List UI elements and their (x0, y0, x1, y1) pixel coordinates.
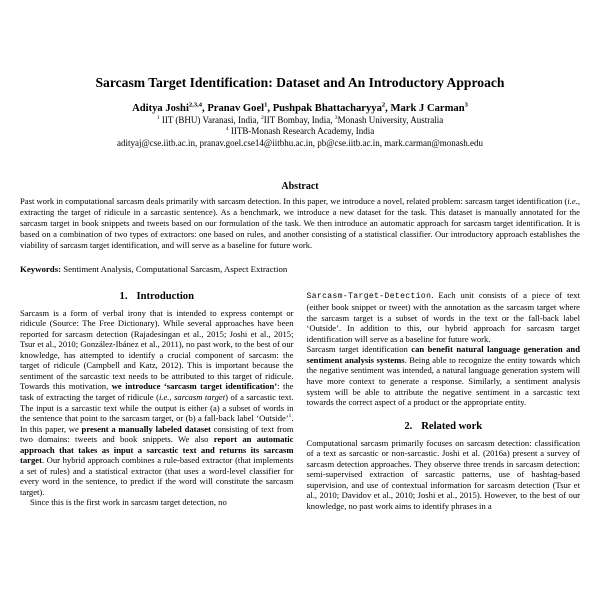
right-paragraph-2: Sarcasm target identification can benefit natural language generation and sentiment analysis systems. Being able to recognize the entity towards which the negative sentiment was intended, a natural language generation system will have more context to generate a response. Similarly, a sentiment analysis system will be able to attribute the negative sentiment in a sarcastic text towards the correct aspect of a product or the appropriate entity. (306, 344, 580, 408)
related-work-paragraph: Computational sarcasm primarily focuses on sarcasm detection: classification of a text as sarcastic or non-sarcastic. Joshi et al. (2016a) present a survey of sarcasm detection approaches. They observe three trends in sarcasm detection: semi-supervised extraction of sarcastic patterns, use of hashtag-based supervision, and use of contextual information for sarcasm detection (Tsur et al., 2010; Davidov et al., 2010; Joshi et al., 2015). However, to the best of our knowledge, no past work aims to identify phrases in a (306, 437, 580, 511)
right-paragraph-1: Sarcasm-Target-Detection. Each unit consists of a piece of text (either book snippet or tweet) with the annotation as the sarcasm target where the sarcasm target is a subset of words in the text or the fall-back label ‘Outside’. In addition to this, our hybrid approach for sarcasm target identification will serve as a baseline for future work. (306, 289, 580, 344)
section-heading-related-work (307, 420, 581, 433)
section-title: Related work (421, 420, 483, 432)
keywords-line (20, 264, 580, 275)
keywords-text: Sentiment Analysis, Computational Sarcasm, Aspect Extraction (61, 263, 288, 274)
paper-title: Sarcasm Target Identification: Dataset and An Introductory Approach (95, 75, 505, 90)
authors-line: Aditya Joshi$^{2,3,4}$, Pranav Goel$^1$, Pushpak Bhattacharyya$^2$, Mark J Carman$^3$ (132, 101, 468, 114)
paper-header (0, 0, 600, 150)
affiliation-line-2: $^4$ IITB-Monash Research Academy, India (225, 126, 375, 137)
section-title: Introduction (136, 290, 194, 302)
section-number: 1. (119, 290, 128, 302)
intro-paragraph-1: Sarcasm is a form of verbal irony that is intended to express contempt or ridicule (Source: The Free Dictionary). While several approaches have been reported for sarcasm detection (Rajadesingan et al., 2015; Joshi et al., 2015; Tsur et al., 2010; González-Ibánez et al., 2011), no past work, to the best of our knowledge, has attempted to identify a crucial component of sarcasm: the target of ridicule (Campbell and Katz, 2012). This is important because the sentiment of the sarcastic text needs to be attributed to this target of ridicule. Towards this motivation, we introduce ‘sarcasm target identification’: the task of extracting the target of ridicule (i.e., sarcasm target) of a sarcastic text. The input is a sarcastic text while the output is either (a) a subset of words in the sentence that point to the sarcasm target, or (b) a fall-back label ‘Outside’$^1$. In this paper, we present a manually labeled dataset consisting of text from two domains: tweets and book snippets. We also report an automatic approach that takes as input a sarcastic text and returns its sarcasm target. Our hybrid approach combines a rule-based extractor (that implements a set of rules) and a statistical extractor (that uses a word-level classifier for every word in the sentence, to predict if the word will constitute the sarcasm target). (20, 307, 294, 497)
abstract-heading: Abstract (281, 180, 319, 192)
right-column (307, 290, 581, 512)
section-number: 2. (404, 420, 413, 432)
two-column-body (20, 290, 580, 512)
section-heading-introduction (20, 290, 294, 303)
affiliation-line-1: $^1$ IIT (BHU) Varanasi, India, $^2$IIT Bombay, India, $^3$Monash University, Australia (156, 115, 444, 125)
email-line: adityaj@cse.iitb.ac.in, pranav.goel.cse14@iitbhu.ac.in, pb@cse.iitb.ac.in, mark.carman@monash.edu (117, 138, 483, 149)
left-column (20, 290, 294, 512)
keywords-label: Keywords: (20, 263, 62, 274)
abstract-text: Past work in computational sarcasm deals primarily with sarcasm detection. In this paper, we introduce a novel, related problem: sarcasm target identification (i.e., extracting the target of ridicule in a sarcastic sentence). As a benchmark, we introduce a new dataset for the task. This dataset is manually annotated for the sarcasm target in book snippets and tweets based on our formulation of the task. We then introduce an automatic approach for sarcasm target identification. It is based on a combination of two types of extractors: one based on rules, and another consisting of a statistical classifier. Our introductory approach establishes the viability of sarcasm target identification, and will serve as a baseline for future work. (20, 195, 580, 250)
intro-paragraph-2: Since this is the first work in sarcasm target detection, no (30, 497, 227, 508)
